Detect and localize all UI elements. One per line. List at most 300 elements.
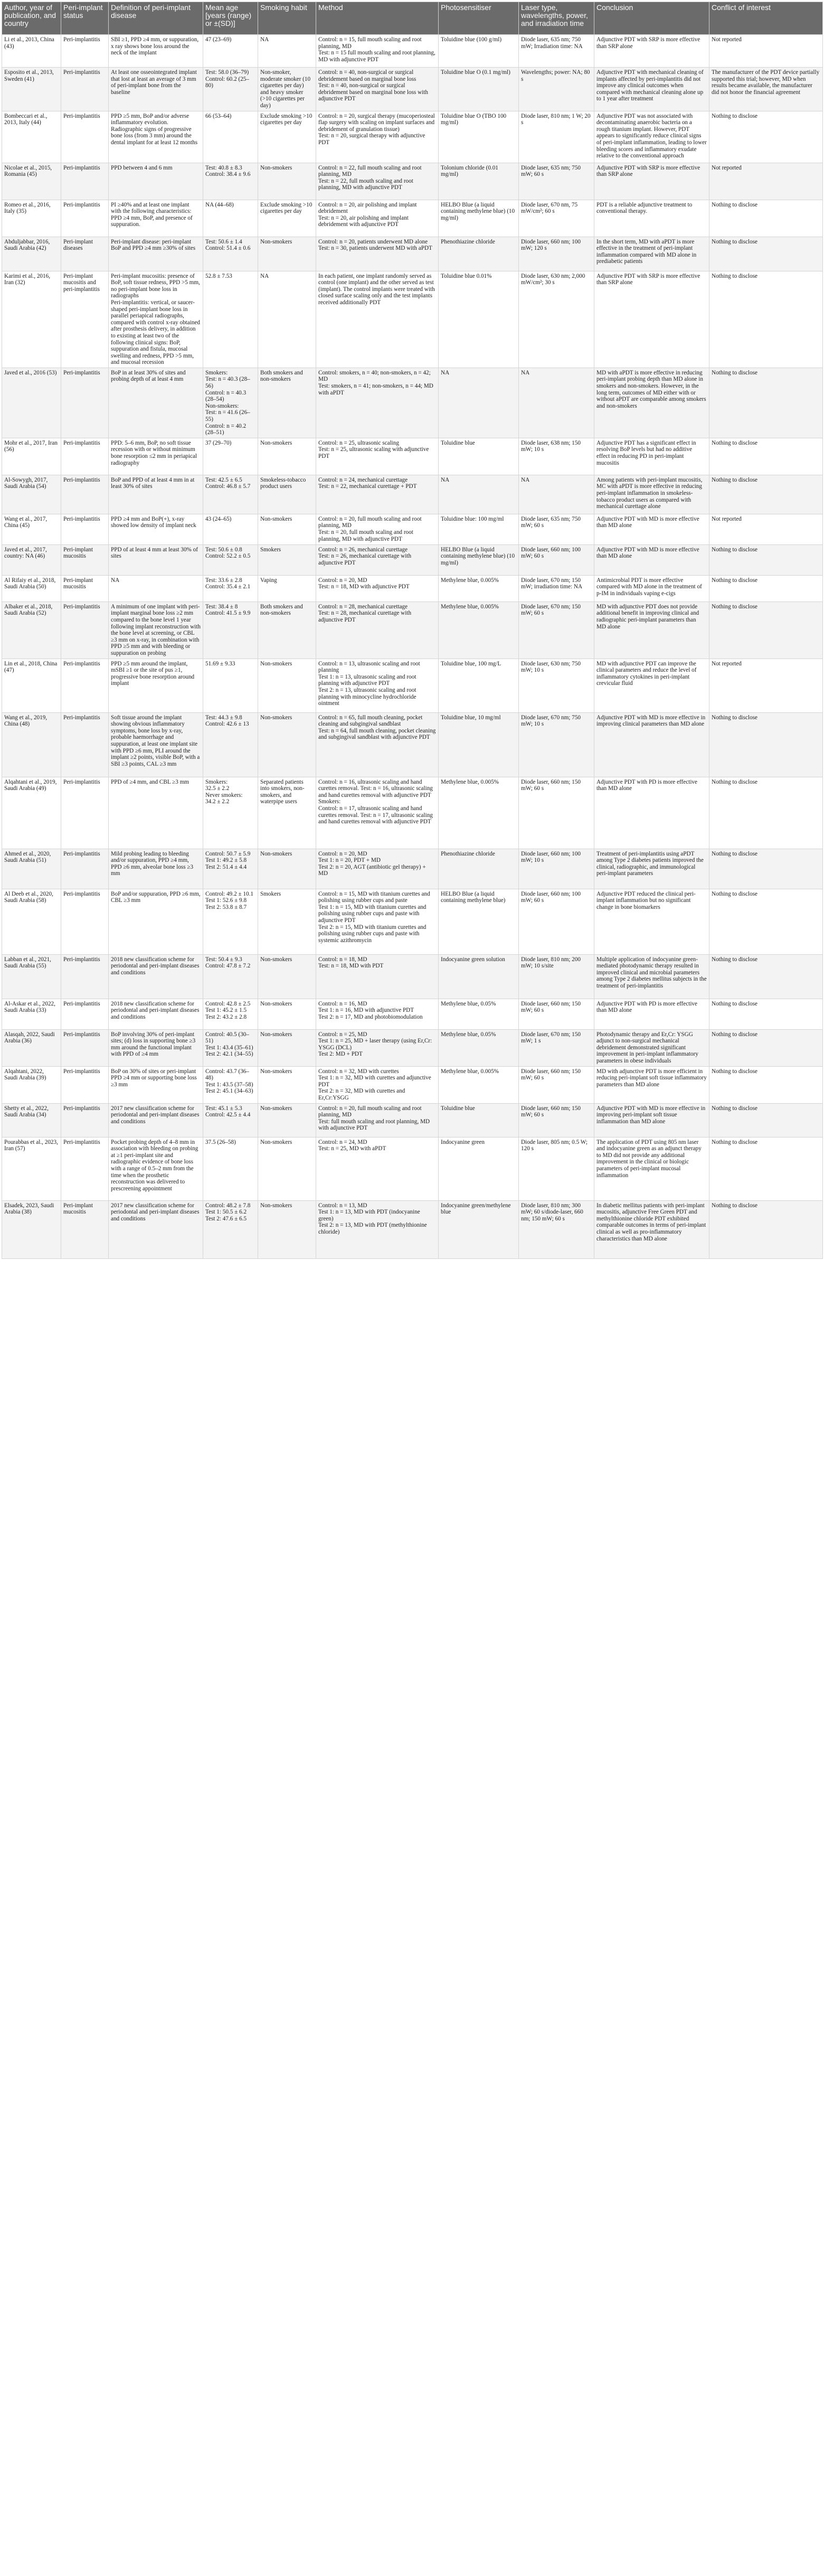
conclusion-cell: PDT is a reliable adjunctive treatment to conventional therapy.	[594, 200, 709, 237]
age-cell: Control: 43.7 (36–48) Test 1: 43.5 (37–58) Test 2: 45.1 (34–63)	[203, 1066, 258, 1103]
author-cell: Alqahtani, 2022, Saudi Arabia (39)	[2, 1066, 61, 1103]
author-cell: Mohr et al., 2017, Iran (56)	[2, 438, 61, 475]
author-cell: Elsadek, 2023, Saudi Arabia (38)	[2, 1200, 61, 1258]
method-cell: Control: n = 15, full mouth scaling and root planning, MD Test: n = 15 full mouth scaling and root planning, MD with adjunctive PDT	[316, 35, 439, 68]
smoking-cell: Non-smokers	[258, 237, 316, 271]
conclusion-cell: Adjunctive PDT with MD is more effective in improving clinical parameters than MD alone	[594, 712, 709, 777]
conflict-cell: Nothing to disclose	[709, 889, 823, 954]
laser-cell: Diode laser, 810 nm; 1 W; 20 s	[519, 111, 594, 163]
age-cell: Test: 44.3 ± 9.8 Control: 42.6 ± 13	[203, 712, 258, 777]
conflict-cell: Not reported	[709, 163, 823, 200]
laser-cell: Diode laser, 660 nm; 150 mW; 60 s	[519, 999, 594, 1029]
definition-cell: BoP and/or suppuration, PPD ≥6 mm, CBL ≥3 mm	[109, 889, 203, 954]
age-cell: 37.5 (26–58)	[203, 1137, 258, 1200]
review-table-container	[2, 2, 822, 1259]
smoking-cell: Smokers	[258, 544, 316, 575]
conflict-cell: Nothing to disclose	[709, 1029, 823, 1066]
conclusion-cell: Adjunctive PDT with MD is more effective than MD alone	[594, 544, 709, 575]
laser-cell: Diode laser, 635 nm; 750 mW; 60 s	[519, 514, 594, 544]
header-author: Author, year of publication, and country	[2, 2, 61, 35]
conclusion-cell: Antimicrobial PDT is more effective compared with MD alone in the treatment of p-IM in individuals vaping e-cigs	[594, 575, 709, 601]
conflict-cell: Nothing to disclose	[709, 475, 823, 514]
age-cell: Test: 58.0 (36–79) Control: 60.2 (25–80)	[203, 68, 258, 111]
status-cell: Peri-implantitis	[61, 601, 109, 659]
conflict-cell: Nothing to disclose	[709, 601, 823, 659]
conclusion-cell: Adjunctive PDT with PD is more effective than MD alone	[594, 777, 709, 849]
header-conclusion: Conclusion	[594, 2, 709, 35]
method-cell: Control: n = 24, MD Test: n = 25, MD with aPDT	[316, 1137, 439, 1200]
status-cell: Peri-implantitis	[61, 514, 109, 544]
table-row	[2, 475, 823, 514]
conclusion-cell: MD with adjunctive PDT can improve the clinical parameters and reduce the level of inflammatory cytokines in peri-implant crevicular fluid	[594, 659, 709, 712]
definition-cell: BoP and PPD of at least 4 mm in at least 30% of sites	[109, 475, 203, 514]
photosensitiser-cell: Indocyanine green solution	[439, 954, 519, 999]
photosensitiser-cell: Toluidine blue, 100 mg/L	[439, 659, 519, 712]
status-cell: Peri-implant mucositis	[61, 544, 109, 575]
conclusion-cell: In diabetic mellitus patients with peri-implant mucositis, adjunctive Free Green PDT and methylthionine chloride PDT exhibited comparable outcomes in terms of peri-implant clinical as well as pro-inflammatory characteristics than MD alone	[594, 1200, 709, 1258]
method-cell: Control: n = 20, air polishing and implant debridement Test: n = 20, air polishing and implant debridement with adjunctive PDT	[316, 200, 439, 237]
author-cell: Romeo et al., 2016, Italy (35)	[2, 200, 61, 237]
method-cell: Control: n = 20, MD Test 1: n = 20, PDT + MD Test 2: n = 20, AGT (antibiotic gel therapy) + MD	[316, 849, 439, 889]
definition-cell: PPD of at least 4 mm at least 30% of sites	[109, 544, 203, 575]
status-cell: Peri-implantitis	[61, 999, 109, 1029]
status-cell: Peri-implantitis	[61, 1066, 109, 1103]
definition-cell: BoP on 30% of sites or peri-implant PPD ≥4 mm or supporting bone loss ≥3 mm	[109, 1066, 203, 1103]
conclusion-cell: Adjunctive PDT with PD is more effective than MD alone	[594, 999, 709, 1029]
conflict-cell: Nothing to disclose	[709, 849, 823, 889]
definition-cell: PPD ≥5 mm around the implant, mSBI ≥1 or the site of pus ≥1, progressive bone resorption around implant	[109, 659, 203, 712]
age-cell: 51.69 ± 9.33	[203, 659, 258, 712]
status-cell: Peri-implantitis	[61, 111, 109, 163]
conflict-cell: Nothing to disclose	[709, 271, 823, 368]
author-cell: Abduljabbar, 2016, Saudi Arabia (42)	[2, 237, 61, 271]
smoking-cell: Both smokers and non-smokers	[258, 368, 316, 438]
status-cell: Peri-implantitis	[61, 1103, 109, 1137]
author-cell: Javed et al., 2016 (53)	[2, 368, 61, 438]
method-cell: Control: n = 20, patients underwent MD alone Test: n = 30, patients underwent MD with aPDT	[316, 237, 439, 271]
smoking-cell: Separated patients into smokers, non-smokers, and waterpipe users	[258, 777, 316, 849]
conflict-cell: Nothing to disclose	[709, 237, 823, 271]
definition-cell: PPD of ≥4 mm, and CBL ≥3 mm	[109, 777, 203, 849]
age-cell: Control: 40.5 (30–51) Test 1: 43.4 (35–61) Test 2: 42.1 (34–55)	[203, 1029, 258, 1066]
table-row	[2, 1200, 823, 1258]
author-cell: Lin et al., 2018, China (47)	[2, 659, 61, 712]
header-age: Mean age [years (range) or ±(SD)]	[203, 2, 258, 35]
conflict-cell: Nothing to disclose	[709, 1137, 823, 1200]
table-row	[2, 889, 823, 954]
header-laser: Laser type, wavelengths, power, and irradiation time	[519, 2, 594, 35]
laser-cell: Diode laser, 670 nm, 75 mW/cm²; 60 s	[519, 200, 594, 237]
conflict-cell: Nothing to disclose	[709, 200, 823, 237]
photosensitiser-cell: NA	[439, 368, 519, 438]
method-cell: Control: n = 26, mechanical curettage Test: n = 26, mechanical curettage with adjunctive PDT	[316, 544, 439, 575]
age-cell: Test: 42.5 ± 6.5 Control: 46.8 ± 5.7	[203, 475, 258, 514]
definition-cell: 2018 new classification scheme for periodontal and peri-implant diseases and conditions	[109, 999, 203, 1029]
method-cell: Control: n = 20, MD Test: n = 18, MD with adjunctive PDT	[316, 575, 439, 601]
author-cell: Al-Sowygh, 2017, Saudi Arabia (54)	[2, 475, 61, 514]
conclusion-cell: Adjunctive PDT with MD is more effective in improving peri-implant soft tissue inflammation than MD alone	[594, 1103, 709, 1137]
smoking-cell: Smokeless-tobacco product users	[258, 475, 316, 514]
method-cell: Control: n = 16, ultrasonic scaling and hand curettes removal. Test: n = 16, ultrasonic scaling and hand curettes removal with adjunctive PDT Smokers: Control: n = 17, ultrasonic scaling and hand curettes removal. Test: n = 17, ultrasonic scaling and hand curettes removal with adjunctive PDT	[316, 777, 439, 849]
conclusion-cell: Adjunctive PDT reduced the clinical peri-implant inflammation but no significant change in bone biomarkers	[594, 889, 709, 954]
author-cell: Al Deeb et al., 2020, Saudi Arabia (58)	[2, 889, 61, 954]
age-cell: 47 (23–69)	[203, 35, 258, 68]
laser-cell: Diode laser, 670 nm; 150 mW; 1 s	[519, 1029, 594, 1066]
method-cell: Control: n = 32, MD with curettes Test 1: n = 32, MD with curettes and adjunctive PDT Test 2: n = 32, MD with curettes and Er,Cr:YSGG	[316, 1066, 439, 1103]
status-cell: Peri-implantitis	[61, 368, 109, 438]
status-cell: Peri-implantitis	[61, 659, 109, 712]
table-row	[2, 35, 823, 68]
conflict-cell: Nothing to disclose	[709, 1103, 823, 1137]
age-cell: Test: 50.6 ± 1.4 Control: 51.4 ± 0.6	[203, 237, 258, 271]
conclusion-cell: Adjunctive PDT was not associated with decontaminating anaerobic bacteria on a rough titanium implant. However, PDT appears to significantly reduce clinical signs of peri-implant inflammation, leading to lower bleeding scores and inflammatory exudate relative to the conventional approach	[594, 111, 709, 163]
photosensitiser-cell: Toluidine blue (100 g/ml)	[439, 35, 519, 68]
conclusion-cell: MD with adjunctive PDT does not provide additional benefit in improving clinical and radiographic peri-implant parameters than MD alone	[594, 601, 709, 659]
photosensitiser-cell: NA	[439, 475, 519, 514]
photosensitiser-cell: Tolonium chloride (0.01 mg/ml)	[439, 163, 519, 200]
conclusion-cell: Adjunctive PDT with MD is more effective than MD alone	[594, 514, 709, 544]
photosensitiser-cell: Methylene blue, 0.005%	[439, 601, 519, 659]
laser-cell: Wavelengths; power: NA; 80 s	[519, 68, 594, 111]
conclusion-cell: MD with adjunctive PDT is more efficient in reducing peri-implant soft tissue inflammatory parameters than MD alone	[594, 1066, 709, 1103]
photosensitiser-cell: Toluidine blue: 100 mg/ml	[439, 514, 519, 544]
author-cell: Wang et al., 2019, China (48)	[2, 712, 61, 777]
table-row	[2, 954, 823, 999]
definition-cell: NA	[109, 575, 203, 601]
definition-cell: PPD between 4 and 6 mm	[109, 163, 203, 200]
photosensitiser-cell: Phenothiazine chloride	[439, 237, 519, 271]
status-cell: Peri-implantitis	[61, 68, 109, 111]
table-row	[2, 1103, 823, 1137]
status-cell: Peri-implant mucositis	[61, 575, 109, 601]
header-smoking: Smoking habit	[258, 2, 316, 35]
table-row	[2, 237, 823, 271]
studies-table	[2, 2, 823, 1259]
laser-cell: Diode laser, 660 nm; 150 mW; 60 s	[519, 777, 594, 849]
table-row	[2, 712, 823, 777]
age-cell: Test: 33.6 ± 2.8 Control: 35.4 ± 2.1	[203, 575, 258, 601]
status-cell: Peri-implant diseases	[61, 237, 109, 271]
author-cell: Wang et al., 2017, China (45)	[2, 514, 61, 544]
laser-cell: NA	[519, 475, 594, 514]
smoking-cell: Non-smokers	[258, 1103, 316, 1137]
definition-cell: At least one osseointegrated implant that lost at least an average of 3 mm of peri-implant bone from the baseline	[109, 68, 203, 111]
conclusion-cell: Among patients with peri-implant mucositis, MC with aPDT is more effective in reducing peri-implant inflammation in smokeless-tobacco product users as compared with mechanical curettage alone	[594, 475, 709, 514]
method-cell: Control: n = 20, full mouth scaling and root planning, MD Test: n = 20, full mouth scaling and root planning, MD with adjunctive PDT	[316, 514, 439, 544]
laser-cell: Diode laser, 630 nm; 750 mW; 10 s	[519, 659, 594, 712]
definition-cell: BoP in at least 30% of sites and probing depth of at least 4 mm	[109, 368, 203, 438]
conflict-cell: Nothing to disclose	[709, 368, 823, 438]
conflict-cell: The manufacturer of the PDT device partially supported this trial; however, MD when results became available, the manufacturer did not honor the financial agreement	[709, 68, 823, 111]
method-cell: Control: n = 24, mechanical curettage Test: n = 22, mechanical curettage + PDT	[316, 475, 439, 514]
age-cell: 66 (53–64)	[203, 111, 258, 163]
conclusion-cell: In the short term, MD with aPDT is more effective in the treatment of peri-implant inflammation compared with MD alone in prediabetic patients	[594, 237, 709, 271]
smoking-cell: Non-smokers	[258, 849, 316, 889]
age-cell: Control: 50.7 ± 5.9 Test 1: 49.2 ± 5.8 Test 2: 51.4 ± 4.4	[203, 849, 258, 889]
conflict-cell: Not reported	[709, 514, 823, 544]
author-cell: Javed et al., 2017, country: NA (46)	[2, 544, 61, 575]
age-cell: 43 (24–65)	[203, 514, 258, 544]
table-row	[2, 777, 823, 849]
conflict-cell: Not reported	[709, 35, 823, 68]
laser-cell: Diode laser, 635 nm; 750 mW; 60 s	[519, 163, 594, 200]
photosensitiser-cell: Methylene blue, 0.005%	[439, 777, 519, 849]
smoking-cell: Non-smokers	[258, 438, 316, 475]
status-cell: Peri-implantitis	[61, 954, 109, 999]
table-row	[2, 271, 823, 368]
header-method: Method	[316, 2, 439, 35]
photosensitiser-cell: Toluidine blue	[439, 1103, 519, 1137]
conflict-cell: Nothing to disclose	[709, 999, 823, 1029]
author-cell: Alasqah, 2022, Saudi Arabia (36)	[2, 1029, 61, 1066]
author-cell: Al Rifaiy et al., 2018, Saudi Arabia (50)	[2, 575, 61, 601]
smoking-cell: Non-smokers	[258, 954, 316, 999]
conflict-cell: Nothing to disclose	[709, 1066, 823, 1103]
author-cell: Labban et al., 2021, Saudi Arabia (55)	[2, 954, 61, 999]
status-cell: Peri-implantitis	[61, 475, 109, 514]
age-cell: Control: 49.2 ± 10.1 Test 1: 52.6 ± 9.8 Test 2: 53.8 ± 8.7	[203, 889, 258, 954]
smoking-cell: Non-smokers	[258, 514, 316, 544]
laser-cell: Diode laser, 660 nm; 100 mW; 10 s	[519, 849, 594, 889]
status-cell: Peri-implant mucositis and peri-implantitis	[61, 271, 109, 368]
status-cell: Peri-implant mucositis	[61, 1200, 109, 1258]
definition-cell: Peri-implant disease: peri-implant BoP and PPD ≥4 mm ≥30% of sites	[109, 237, 203, 271]
photosensitiser-cell: Phenothiazine chloride	[439, 849, 519, 889]
age-cell: Test: 40.8 ± 8.3 Control: 38.4 ± 9.6	[203, 163, 258, 200]
author-cell: Esposito et al., 2013, Sweden (41)	[2, 68, 61, 111]
age-cell: Test: 45.1 ± 5.3 Control: 42.5 ± 4.4	[203, 1103, 258, 1137]
photosensitiser-cell: Indocyanine green/methylene blue	[439, 1200, 519, 1258]
age-cell: 37 (29–70)	[203, 438, 258, 475]
photosensitiser-cell: Methylene blue, 0.005%	[439, 575, 519, 601]
definition-cell: PPD ≥5 mm, BoP and/or adverse inflammatory evolution. Radiographic signs of progressive bone loss (from 3 mm) around the dental implant for at least 12 months	[109, 111, 203, 163]
photosensitiser-cell: Toluidine blue O (0.1 mg/ml)	[439, 68, 519, 111]
smoking-cell: Both smokers and non-smokers	[258, 601, 316, 659]
definition-cell: 2017 new classification scheme for periodontal and peri-implant diseases and conditions	[109, 1103, 203, 1137]
definition-cell: PI ≥40% and at least one implant with the following characteristics: PPD ≥4 mm, BoP, and presence of suppuration.	[109, 200, 203, 237]
definition-cell: PPD: 5–6 mm, BoP, no soft tissue recession with or without minimum bone resorption ≤2 mm in periapical radiography	[109, 438, 203, 475]
status-cell: Peri-implantitis	[61, 35, 109, 68]
age-cell: Test: 50.4 ± 9.3 Control: 47.8 ± 7.2	[203, 954, 258, 999]
method-cell: Control: n = 16, MD Test 1: n = 16, MD with adjunctive PDT Test 2: n = 17, MD and photobiomodulation	[316, 999, 439, 1029]
age-cell: Control: 42.8 ± 2.5 Test 1: 45.2 ± 1.5 Test 2: 43.2 ± 2.8	[203, 999, 258, 1029]
method-cell: Control: n = 13, MD Test 1: n = 13, MD with PDT (indocyanine green) Test 2: n = 13, MD with PDT (methylthionine chloride)	[316, 1200, 439, 1258]
table-row	[2, 601, 823, 659]
table-row	[2, 438, 823, 475]
photosensitiser-cell: Methylene blue, 0.005%	[439, 1066, 519, 1103]
smoking-cell: Non-smokers	[258, 1200, 316, 1258]
laser-cell: Diode laser, 660 nm; 100 mW; 60 s	[519, 889, 594, 954]
method-cell: Control: n = 20, full mouth scaling and root planning, MD Test: full mouth scaling and root planning, MD with adjunctive PDT	[316, 1103, 439, 1137]
smoking-cell: Non-smokers	[258, 1137, 316, 1200]
definition-cell: Mild probing leading to bleeding and/or suppuration, PPD ≥4 mm, PPD ≥6 mm, alveolar bone loss ≥3 mm	[109, 849, 203, 889]
photosensitiser-cell: HELBO Blue (a liquid containing methylene blue) (10 mg/ml)	[439, 200, 519, 237]
smoking-cell: Non-smokers	[258, 1066, 316, 1103]
conflict-cell: Nothing to disclose	[709, 544, 823, 575]
laser-cell: Diode laser, 660 nm; 150 mW; 60 s	[519, 1103, 594, 1137]
table-body	[2, 35, 823, 1259]
laser-cell: Diode laser, 638 nm; 150 mW; 10 s	[519, 438, 594, 475]
photosensitiser-cell: Toluidine blue	[439, 438, 519, 475]
author-cell: Shetty et al., 2022, Saudi Arabia (34)	[2, 1103, 61, 1137]
method-cell: In each patient, one implant randomly served as control (one implant) and the other served as test (implant). The control implants were treated with closed surface scaling only and the test implants received additionally PDT	[316, 271, 439, 368]
definition-cell: 2018 new classification scheme for periodontal and peri-implant diseases and conditions	[109, 954, 203, 999]
method-cell: Control: n = 25, ultrasonic scaling Test: n = 25, ultrasonic scaling with adjunctive PDT	[316, 438, 439, 475]
table-row	[2, 575, 823, 601]
header-definition: Definition of peri-implant disease	[109, 2, 203, 35]
photosensitiser-cell: Indocyanine green	[439, 1137, 519, 1200]
definition-cell: A minimum of one implant with peri-implant marginal bone loss ≥2 mm compared to the bone level 1 year following implant reconstruction with the bone level at screening, or CBL ≥3 mm on x-ray, in combination with PPD ≥5 mm and with bleeding or suppuration on probing	[109, 601, 203, 659]
photosensitiser-cell: HELBO Blue (a liquid containing methylene blue)	[439, 889, 519, 954]
author-cell: Nicolae et al., 2015, Romania (45)	[2, 163, 61, 200]
photosensitiser-cell: Methylene blue, 0.05%	[439, 999, 519, 1029]
conflict-cell: Nothing to disclose	[709, 1200, 823, 1258]
laser-cell: Diode laser, 670 nm; 150 mW; 60 s	[519, 601, 594, 659]
smoking-cell: Non-smokers	[258, 712, 316, 777]
author-cell: Karimi et al., 2016, Iran (32)	[2, 271, 61, 368]
smoking-cell: Exclude smoking >10 cigarettes per day	[258, 200, 316, 237]
definition-cell: BoP involving 30% of peri-implant sites; (d) loss in supporting bone ≥3 mm around the functional implant with PPD of ≥4 mm	[109, 1029, 203, 1066]
conflict-cell: Nothing to disclose	[709, 575, 823, 601]
photosensitiser-cell: Toluidine blue, 10 mg/ml	[439, 712, 519, 777]
table-row	[2, 68, 823, 111]
laser-cell: Diode laser, 630 nm; 2,000 mW/cm²; 30 s	[519, 271, 594, 368]
conclusion-cell: Photodynamic therapy and Er,Cr: YSGG adjunct to non-surgical mechanical debridement demonstrated significant improvement in peri-implant inflammatory parameters in obese individuals	[594, 1029, 709, 1066]
smoking-cell: Exclude smoking >10 cigarettes per day	[258, 111, 316, 163]
conclusion-cell: Adjunctive PDT with SRP is more effective than SRP alone	[594, 35, 709, 68]
conclusion-cell: Treatment of peri-implantitis using aPDT among Type 2 diabetes patients improved the clinical, radiographic, and immunological peri-implant parameters	[594, 849, 709, 889]
photosensitiser-cell: Toluidine blue 0.01%	[439, 271, 519, 368]
smoking-cell: Smokers	[258, 889, 316, 954]
age-cell: Smokers: 32.5 ± 2.2 Never smokers: 34.2 ± 2.2	[203, 777, 258, 849]
table-row	[2, 368, 823, 438]
smoking-cell: Non-smoker, moderate smoker (10 cigarettes per day) and heavy smoker (>10 cigarettes per day)	[258, 68, 316, 111]
status-cell: Peri-implantitis	[61, 438, 109, 475]
photosensitiser-cell: Toluidine blue O (TBO 100 mg/ml)	[439, 111, 519, 163]
method-cell: Control: n = 15, MD with titanium curettes and polishing using rubber cups and paste Test 1: n = 15, MD with titanium curettes and polishing using rubber cups and paste with adjunctive PDT Test 2: n = 15, MD with titanium curettes and polishing using rubber cups and paste with systemic azithromycin	[316, 889, 439, 954]
photosensitiser-cell: Methylene blue, 0.05%	[439, 1029, 519, 1066]
method-cell: Control: n = 13, ultrasonic scaling and root planning Test 1: n = 13, ultrasonic scaling and root planning with adjunctive PDT Test 2: n = 13, ultrasonic scaling and root planning with minocycline hydrochloride ointment	[316, 659, 439, 712]
conclusion-cell: Adjunctive PDT with SRP is more effective than SRP alone	[594, 163, 709, 200]
laser-cell: Diode laser, 660 nm; 150 mW; 60 s	[519, 1066, 594, 1103]
age-cell: 52.8 ± 7.53	[203, 271, 258, 368]
method-cell: Control: n = 28, mechanical curettage Test: n = 28, mechanical curettage with adjunctive PDT	[316, 601, 439, 659]
author-cell: Albaker et al., 2018, Saudi Arabia (52)	[2, 601, 61, 659]
laser-cell: Diode laser, 810 nm; 300 mW; 60 s/diode-laser, 660 nm; 150 mW; 60 s	[519, 1200, 594, 1258]
table-row	[2, 849, 823, 889]
laser-cell: Diode laser, 670 nm; 750 mW; 10 s	[519, 712, 594, 777]
author-cell: Li et al., 2013, China (43)	[2, 35, 61, 68]
laser-cell: Diode laser, 810 nm; 200 mW; 10 s/site	[519, 954, 594, 999]
status-cell: Peri-implantitis	[61, 889, 109, 954]
table-row	[2, 544, 823, 575]
age-cell: Smokers: Test: n = 40.3 (28–56) Control: n = 40.3 (28–54) Non-smokers: Test: n = 41.6 (26–55) Control: n = 40.2 (28–51)	[203, 368, 258, 438]
conflict-cell: Nothing to disclose	[709, 111, 823, 163]
smoking-cell: Vaping	[258, 575, 316, 601]
conclusion-cell: Multiple application of indocyanine green-mediated photodynamic therapy resulted in improved clinical and microbial parameters among Type 2 diabetes mellitus subjects in the treatment of peri-implantitis	[594, 954, 709, 999]
header-conflict: Conflict of interest	[709, 2, 823, 35]
table-row	[2, 200, 823, 237]
status-cell: Peri-implantitis	[61, 777, 109, 849]
author-cell: Pourabbas et al., 2023, Iran (57)	[2, 1137, 61, 1200]
laser-cell: NA	[519, 368, 594, 438]
method-cell: Control: n = 25, MD Test 1: n = 25, MD + laser therapy (using Er,Cr: YSGG (DCL) Test 2: MD + PDT	[316, 1029, 439, 1066]
conflict-cell: Nothing to disclose	[709, 438, 823, 475]
conflict-cell: Nothing to disclose	[709, 777, 823, 849]
header-status: Peri-implant status	[61, 2, 109, 35]
laser-cell: Diode laser, 635 nm; 750 mW; Irradiation time: NA	[519, 35, 594, 68]
laser-cell: Diode laser, 805 nm; 0.5 W; 120 s	[519, 1137, 594, 1200]
method-cell: Control: n = 40, non-surgical or surgical debridement based on marginal bone loss Test: n = 40, non-surgical or surgical debridement based on marginal bone loss with adjunctive PDT	[316, 68, 439, 111]
table-row	[2, 999, 823, 1029]
laser-cell: Diode laser, 660 nm; 100 mW; 120 s	[519, 237, 594, 271]
header-photosensitiser: Photosensitiser	[439, 2, 519, 35]
status-cell: Peri-implantitis	[61, 712, 109, 777]
definition-cell: 2017 new classification scheme for periodontal and peri-implant diseases and conditions	[109, 1200, 203, 1258]
header-row	[2, 2, 823, 35]
conflict-cell: Not reported	[709, 659, 823, 712]
age-cell: NA (44–68)	[203, 200, 258, 237]
table-row	[2, 111, 823, 163]
age-cell: Test: 38.4 ± 8 Control: 41.5 ± 9.9	[203, 601, 258, 659]
smoking-cell: Non-smokers	[258, 999, 316, 1029]
table-row	[2, 163, 823, 200]
author-cell: Alqahtani et al., 2019, Saudi Arabia (49)	[2, 777, 61, 849]
laser-cell: Diode laser, 660 nm; 100 mW; 60 s	[519, 544, 594, 575]
definition-cell: PPD ≥4 mm and BoP(+), x-ray showed low density of implant neck	[109, 514, 203, 544]
method-cell: Control: n = 22, full mouth scaling and root planning, MD Test: n = 22, full mouth scaling and root planning, MD with adjunctive PDT	[316, 163, 439, 200]
photosensitiser-cell: HELBO Blue (a liquid containing methylene blue) (10 mg/ml)	[439, 544, 519, 575]
status-cell: Peri-implantitis	[61, 200, 109, 237]
conclusion-cell: Adjunctive PDT with mechanical cleaning of implants affected by peri-implantitis did not improve any clinical outcomes when compared with mechanical cleaning alone up to 1 year after treatment	[594, 68, 709, 111]
laser-cell: Diode laser, 670 nm; 150 mW; irradiation time: NA	[519, 575, 594, 601]
status-cell: Peri-implantitis	[61, 1029, 109, 1066]
conclusion-cell: The application of PDT using 805 nm laser and indocyanine green as an adjunct therapy to MD did not provide any additional improvement in the clinical or biologic parameters of peri-implant mucosal inflammation	[594, 1137, 709, 1200]
age-cell: Test: 50.6 ± 0.8 Control: 52.2 ± 0.5	[203, 544, 258, 575]
definition-cell: Peri-implant mucositis: presence of BoP, soft tissue redness, PPD >5 mm, no peri-implant bone loss in radiographs Peri-implantitis: vertical, or saucer-shaped peri-implant bone loss in parallel periapical radiographs, compared with control x-ray obtained after prosthesis delivery, in addition to existing at least two of the following clinical signs: BoP, suppuration and fistula, mucosal swelling and redness, PPD >5 mm, and mucosal recession	[109, 271, 203, 368]
table-row	[2, 659, 823, 712]
definition-cell: SBI ≥1, PPD ≥4 mm, or suppuration, x ray shows bone loss around the neck of the implant	[109, 35, 203, 68]
smoking-cell: NA	[258, 271, 316, 368]
table-row	[2, 1066, 823, 1103]
smoking-cell: Non-smokers	[258, 1029, 316, 1066]
status-cell: Peri-implantitis	[61, 1137, 109, 1200]
smoking-cell: NA	[258, 35, 316, 68]
author-cell: Ahmed et al., 2020, Saudi Arabia (51)	[2, 849, 61, 889]
conclusion-cell: Adjunctive PDT has a significant effect in resolving BoP levels but had no additive effect in reducing PD in peri-implant mucositis	[594, 438, 709, 475]
conflict-cell: Nothing to disclose	[709, 954, 823, 999]
method-cell: Control: n = 20, surgical therapy (mucoperiosteal flap surgery with scaling on implant surfaces and debridement of granulation tissue) Test: n = 20, surgical therapy with adjunctive PDT	[316, 111, 439, 163]
smoking-cell: Non-smokers	[258, 163, 316, 200]
method-cell: Control: n = 18, MD Test: n = 18, MD with PDT	[316, 954, 439, 999]
definition-cell: Soft tissue around the implant showing obvious inflammatory symptoms, bone loss by x-ray, probable haemorrhage and suppuration, at least one implant site with PPD ≥6 mm, PLI around the implant ≥2 points, visible BoP, with a SBI ≥3 points, CAL ≥3 mm	[109, 712, 203, 777]
status-cell: Peri-implantitis	[61, 849, 109, 889]
table-row	[2, 1029, 823, 1066]
table-row	[2, 514, 823, 544]
conclusion-cell: MD with aPDT is more effective in reducing peri-implant probing depth than MD alone in smokers and non-smokers. However, in the long term, outcomes of MD either with or without aPDT are comparable among smokers and non-smokers	[594, 368, 709, 438]
table-row	[2, 1137, 823, 1200]
conflict-cell: Nothing to disclose	[709, 712, 823, 777]
method-cell: Control: n = 65, full mouth cleaning, pocket cleaning and subgingival sandblast Test: n = 64, full mouth cleaning, pocket cleaning and subgingival sandblast with adjunctive PDT	[316, 712, 439, 777]
author-cell: Al-Askar et al., 2022, Saudi Arabia (33)	[2, 999, 61, 1029]
definition-cell: Pocket probing depth of 4–8 mm in association with bleeding on probing at ≥1 peri-implant site and radiographic evidence of bone loss with a range of 0.5–2 mm from the time when the prosthetic reconstruction was delivered to prescreening appointment	[109, 1137, 203, 1200]
smoking-cell: Non-smokers	[258, 659, 316, 712]
status-cell: Peri-implantitis	[61, 163, 109, 200]
age-cell: Control: 48.2 ± 7.8 Test 1: 50.5 ± 6.2 Test 2: 47.6 ± 6.5	[203, 1200, 258, 1258]
conclusion-cell: Adjunctive PDT with SRP is more effective than SRP alone	[594, 271, 709, 368]
author-cell: Bombeccari et al., 2013, Italy (44)	[2, 111, 61, 163]
method-cell: Control: smokers, n = 40; non-smokers, n = 42; MD Test: smokers, n = 41; non-smokers, n = 44; MD with aPDT	[316, 368, 439, 438]
